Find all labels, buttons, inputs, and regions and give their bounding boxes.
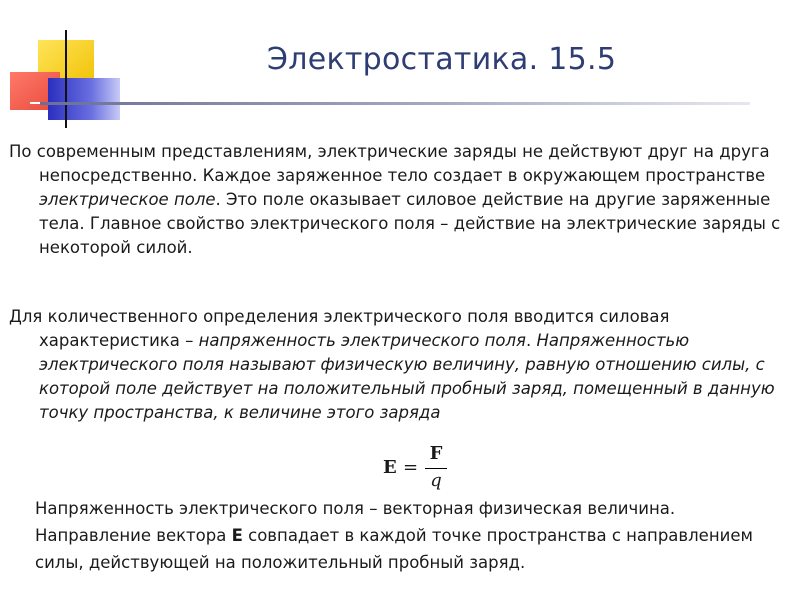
title-divider — [40, 102, 750, 105]
para2-text-a: Для количественного определения электрического поля вводится силовая характеристика – — [9, 307, 670, 350]
para1-text-a: По современным представлениям, электрические заряды не действуют друг на друга непосредственно. Каждое заряженное тело создает в окружающем пространстве — [9, 142, 770, 185]
para3-bold-vector: E — [231, 526, 243, 545]
decorative-logo — [0, 0, 120, 130]
paragraph-electric-field — [9, 140, 784, 260]
para1-italic-term: электрическое поле — [39, 190, 216, 209]
para2-text-b: . — [525, 331, 537, 350]
field-strength-formula — [383, 443, 463, 499]
para3-text-b: совпадает в каждой точке пространства с направлением силы, действующей на положительный пробный заряд. — [35, 526, 753, 572]
formula-fraction-bar — [425, 468, 447, 469]
formula-equals: = — [403, 457, 419, 478]
logo-blue-bar — [48, 78, 120, 120]
slide-title: Электростатика. 15.5 — [267, 42, 617, 77]
paragraph-field-strength — [9, 305, 784, 425]
para2-italic-definition: Напряженностью электрического поля называют физическую величину, равную отношению силы, с которой поле действует на положительный пробный заряд, помещенный в данную точку пространства, к величине этого заряда — [39, 331, 775, 422]
formula-lhs: E — [383, 457, 397, 478]
para1-text-b: . Это поле оказывает силовое действие на другие заряженные тела. Главное свойство электрического поля – действие на электрические заряды с некоторой силой. — [39, 190, 781, 257]
para2-italic-term: напряженность электрического поля — [198, 331, 526, 350]
para3-text-a: Напряженность электрического поля – векторная физическая величина. Направление вектора — [35, 499, 676, 545]
formula-numerator: F — [429, 443, 443, 464]
formula-denominator: q — [430, 470, 442, 491]
paragraph-vector-direction — [35, 495, 795, 576]
